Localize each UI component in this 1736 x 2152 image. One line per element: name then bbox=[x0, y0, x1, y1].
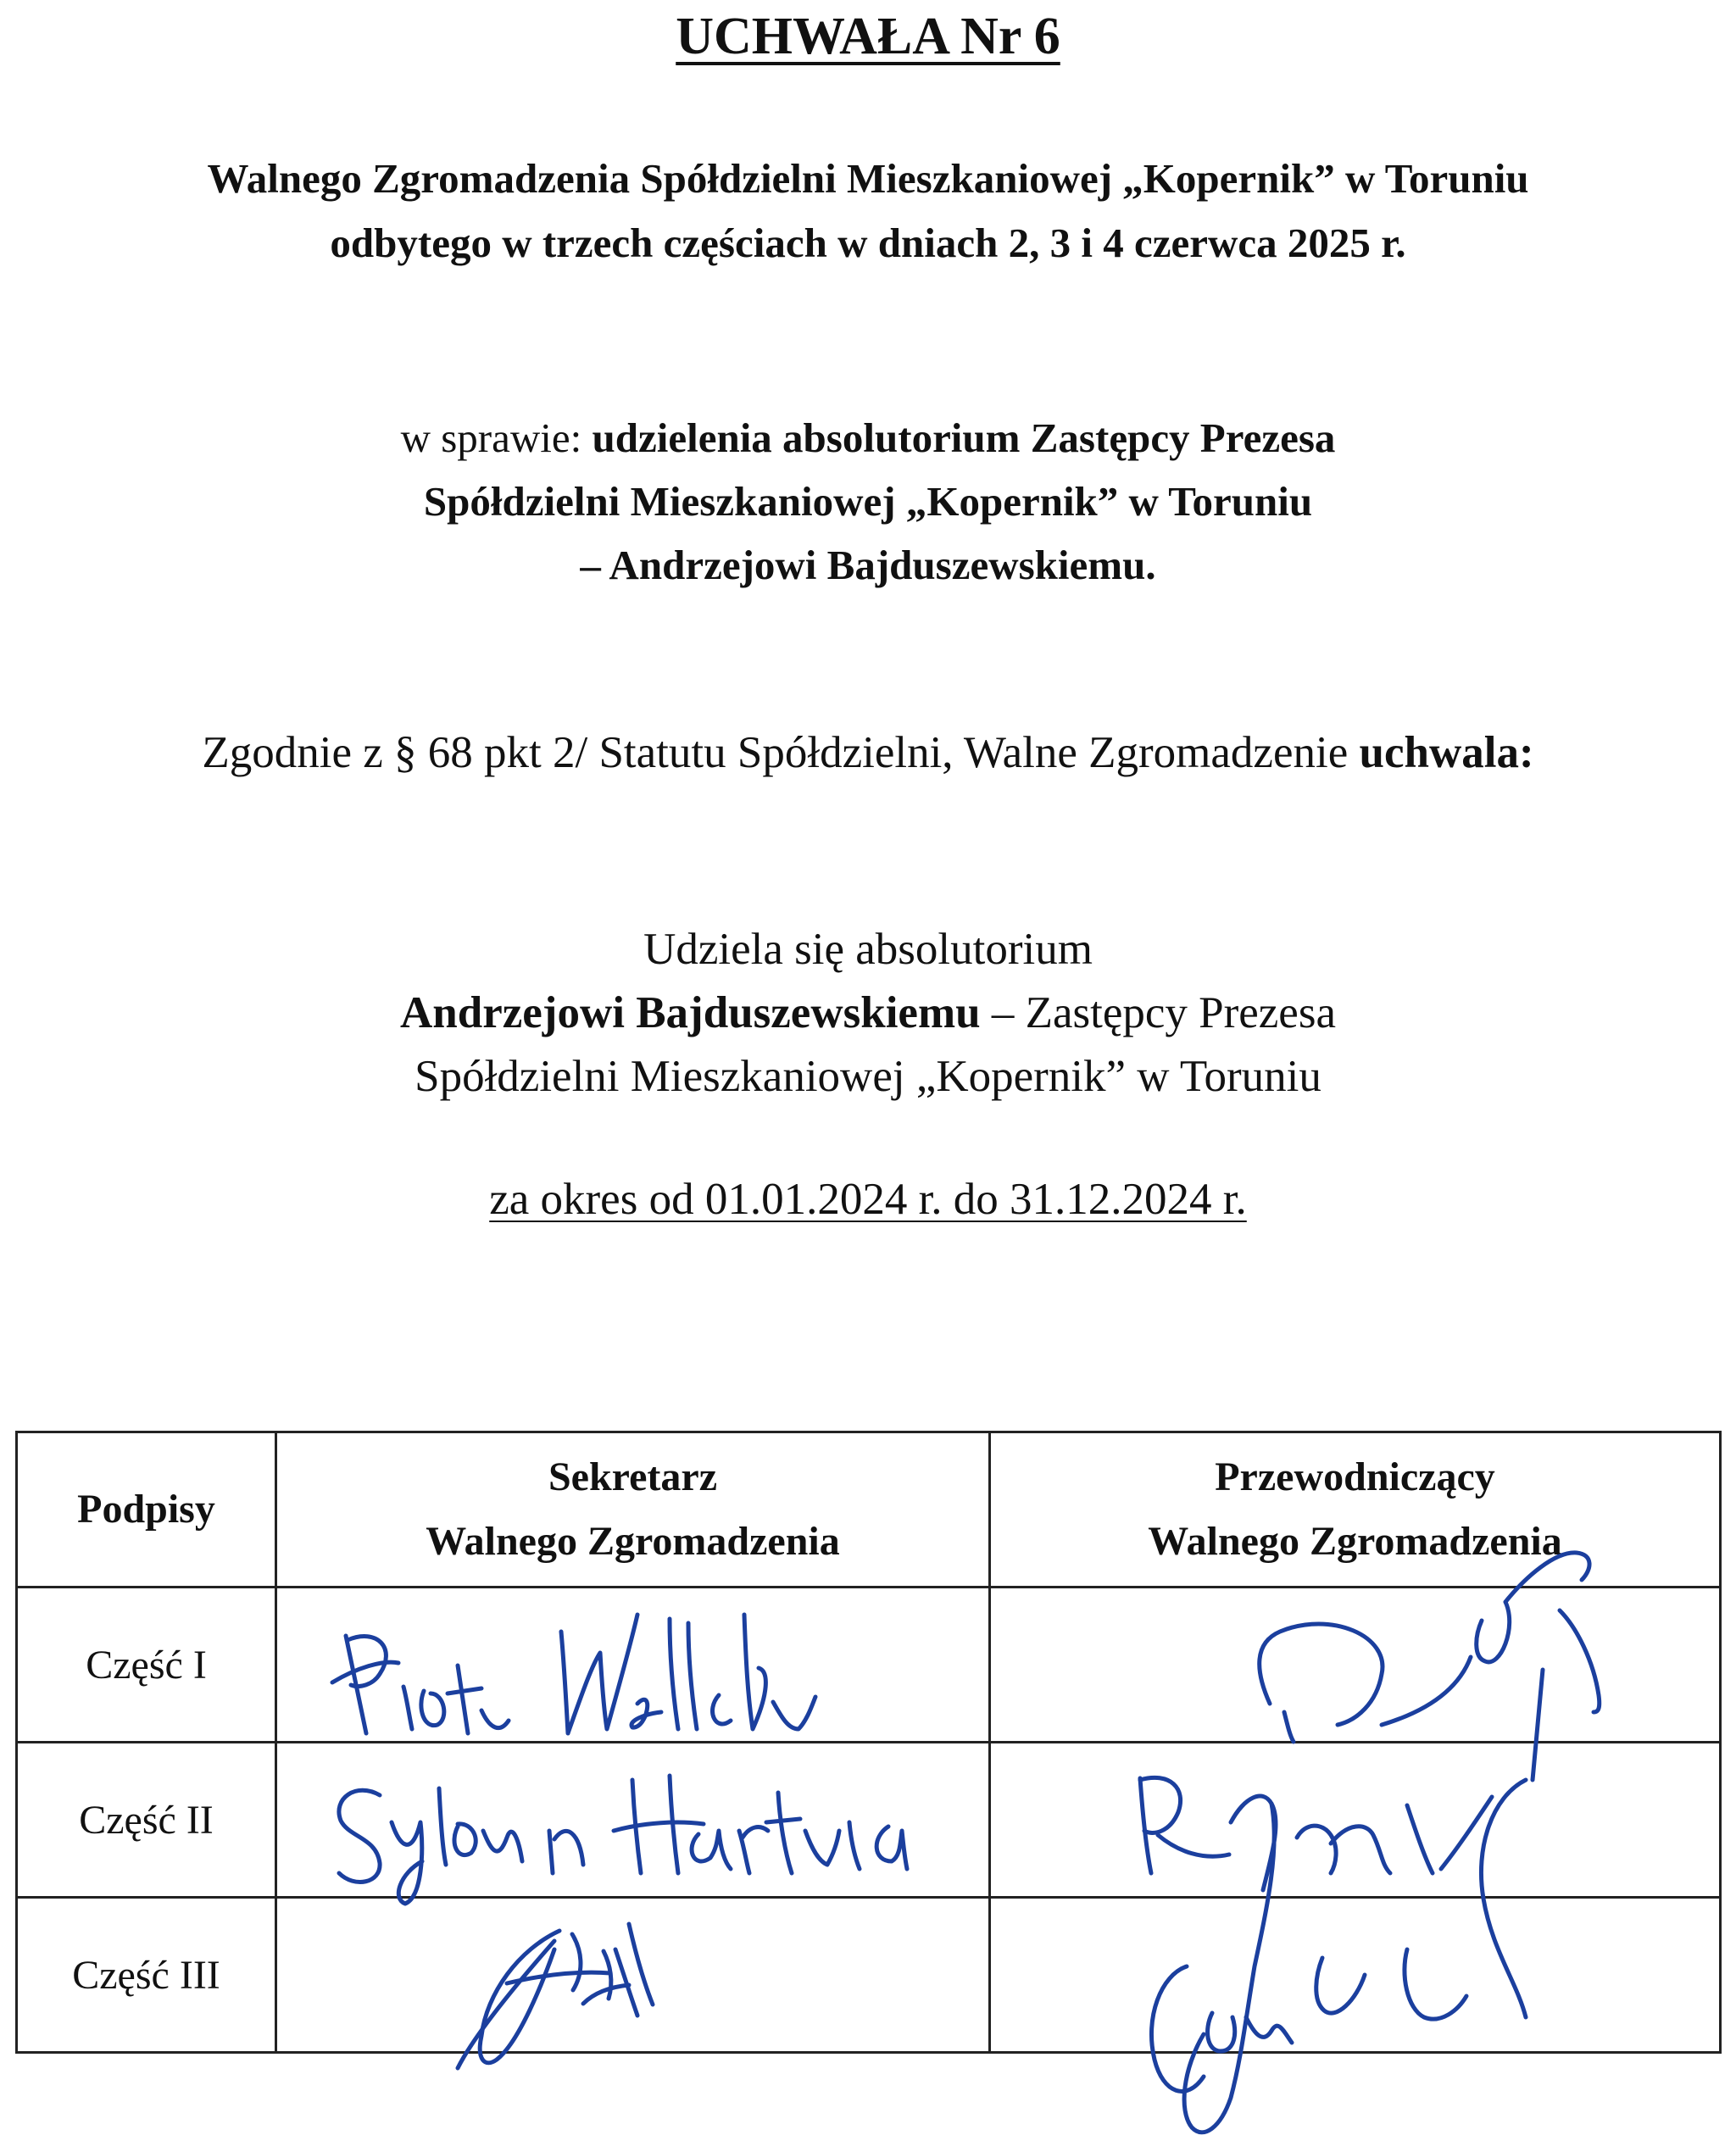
signature-table-header bbox=[17, 1432, 1721, 1588]
header-secretary-line1: Sekretarz bbox=[548, 1454, 718, 1499]
subject-line2: Spółdzielni Mieszkaniowej „Kopernik” w Toruniu bbox=[423, 478, 1313, 525]
resolution-heading-line2: odbytego w trzech częściach w dniach 2, 3 i 4 czerwca 2025 r. bbox=[330, 220, 1406, 266]
subject-line1 bbox=[0, 414, 1736, 462]
secretary-signature-cell-part3 bbox=[276, 1898, 990, 2053]
resolution-heading-line1: Walnego Zgromadzenia Spółdzielni Mieszkaniowej „Kopernik” w Toruniu bbox=[207, 155, 1529, 202]
resolution-line1: Udziela się absolutorium bbox=[643, 925, 1093, 974]
secretary-signature-cell-part1 bbox=[276, 1588, 990, 1743]
subject-prefix: w sprawie: bbox=[400, 414, 593, 461]
header-chair bbox=[990, 1432, 1721, 1588]
legal-basis-text: Zgodnie z § 68 pkt 2/ Statutu Spółdzielni, Walne Zgromadzenie bbox=[202, 728, 1360, 777]
subject-line3: – Andrzejowi Bajduszewskiemu. bbox=[580, 542, 1156, 588]
header-secretary-line2: Walnego Zgromadzenia bbox=[426, 1519, 840, 1564]
resolution-role: – Zastępcy Prezesa bbox=[980, 988, 1336, 1037]
row-label-part3: Część III bbox=[17, 1898, 276, 2053]
signature-table bbox=[15, 1431, 1722, 2054]
row-label-part1: Część I bbox=[17, 1588, 276, 1743]
signature-row-part1 bbox=[17, 1588, 1721, 1743]
resolution-name: Andrzejowi Bajduszewskiemu bbox=[400, 988, 981, 1037]
header-chair-line1: Przewodniczący bbox=[1215, 1454, 1495, 1499]
chair-signature-cell-part2 bbox=[990, 1743, 1721, 1898]
header-chair-line2: Walnego Zgromadzenia bbox=[1148, 1519, 1562, 1564]
chair-signature-cell-part1 bbox=[990, 1588, 1721, 1743]
legal-basis bbox=[0, 727, 1736, 778]
resolution-title: UCHWAŁA Nr 6 bbox=[676, 8, 1060, 65]
signature-row-part2 bbox=[17, 1743, 1721, 1898]
resolution-line2 bbox=[0, 987, 1736, 1038]
header-podpisy: Podpisy bbox=[17, 1432, 276, 1588]
secretary-signature-cell-part2 bbox=[276, 1743, 990, 1898]
subject-text: udzielenia absolutorium Zastępcy Prezesa bbox=[592, 414, 1336, 461]
signature-row-part3 bbox=[17, 1898, 1721, 2053]
resolution-line3: Spółdzielni Mieszkaniowej „Kopernik” w Toruniu bbox=[415, 1052, 1321, 1101]
row-label-part2: Część II bbox=[17, 1743, 276, 1898]
resolution-period: za okres od 01.01.2024 r. do 31.12.2024 r. bbox=[489, 1175, 1247, 1224]
header-secretary bbox=[276, 1432, 990, 1588]
legal-basis-bold: uchwala: bbox=[1359, 728, 1534, 777]
chair-signature-cell-part3 bbox=[990, 1898, 1721, 2053]
